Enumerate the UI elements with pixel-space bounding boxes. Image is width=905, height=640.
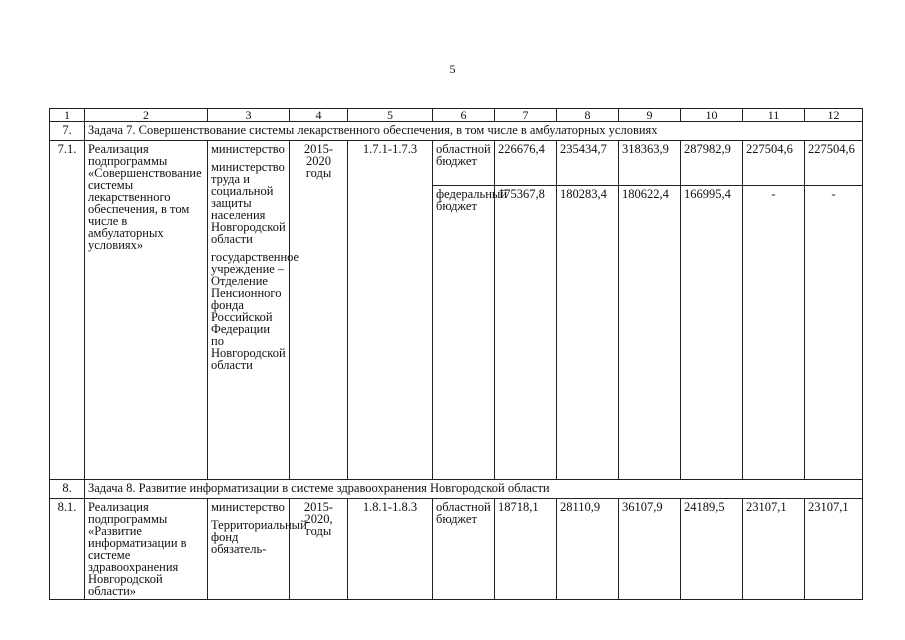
task-title: Задача 7. Совершенствование системы лекарственного обеспечения, в том числе в амбулаторных условиях — [85, 122, 863, 141]
page-number: 5 — [449, 62, 456, 76]
executor: Территориальный фонд обязатель- — [211, 518, 307, 556]
value-cell: - — [805, 186, 863, 480]
value-cell: 318363,9 — [619, 141, 681, 186]
executor: министерство труда и социальной защиты населения Новгородской области — [211, 160, 286, 246]
task-title: Задача 8. Развитие информатизации в системе здравоохранения Новгородской области — [85, 480, 863, 499]
column-number: 11 — [743, 109, 805, 122]
value-cell: 175367,8 — [495, 186, 557, 480]
indicators: 1.7.1-1.7.3 — [348, 141, 433, 480]
subprogram-name: Реализация подпрограммы «Совершенствование системы лекарственного обеспечения, в том числе в амбулаторных условиях» — [85, 141, 208, 480]
table-row — [50, 141, 863, 186]
value-cell: 28110,9 — [557, 499, 619, 600]
funding-source: федеральный бюджет — [433, 186, 495, 480]
table-row — [50, 499, 863, 600]
row-number: 7.1. — [50, 141, 85, 480]
column-number: 9 — [619, 109, 681, 122]
value-cell: 23107,1 — [743, 499, 805, 600]
column-number: 3 — [208, 109, 290, 122]
column-number: 4 — [290, 109, 348, 122]
column-number: 5 — [348, 109, 433, 122]
column-number-row — [50, 109, 863, 122]
value-cell: 235434,7 — [557, 141, 619, 186]
funding-source: областной бюджет — [433, 499, 495, 600]
executors-cell — [208, 499, 307, 600]
executors-cell — [208, 141, 300, 480]
column-number: 1 — [50, 109, 85, 122]
column-number: 12 — [805, 109, 863, 122]
column-number: 10 — [681, 109, 743, 122]
value-cell: - — [743, 186, 805, 480]
period: 2015-2020 годы — [290, 141, 348, 480]
column-number: 7 — [495, 109, 557, 122]
column-number: 2 — [85, 109, 208, 122]
task-number: 8. — [50, 480, 85, 499]
executor: министерство — [211, 142, 285, 156]
funding-source: областной бюджет — [433, 141, 495, 186]
task-row — [50, 480, 863, 499]
value-cell: 227504,6 — [805, 141, 863, 186]
value-cell: 180622,4 — [619, 186, 681, 480]
subprogram-name: Реализация подпрограммы «Развитие информатизации в системе здравоохранения Новгородской области» — [85, 499, 208, 600]
value-cell: 166995,4 — [681, 186, 743, 480]
value-cell: 36107,9 — [619, 499, 681, 600]
value-cell: 24189,5 — [681, 499, 743, 600]
value-cell: 287982,9 — [681, 141, 743, 186]
executor: государственное учреждение – Отделение Пенсионного фонда Российской Федерации по Новгородской области — [211, 250, 300, 372]
program-table — [49, 108, 863, 600]
period: 2015-2020, годы — [290, 499, 348, 600]
indicators: 1.8.1-1.8.3 — [348, 499, 433, 600]
value-cell: 180283,4 — [557, 186, 619, 480]
value-cell: 18718,1 — [495, 499, 557, 600]
task-row — [50, 122, 863, 141]
value-cell: 227504,6 — [743, 141, 805, 186]
task-number: 7. — [50, 122, 85, 141]
row-number: 8.1. — [50, 499, 85, 600]
value-cell: 23107,1 — [805, 499, 863, 600]
value-cell: 226676,4 — [495, 141, 557, 186]
executor: министерство — [211, 500, 285, 514]
column-number: 6 — [433, 109, 495, 122]
column-number: 8 — [557, 109, 619, 122]
